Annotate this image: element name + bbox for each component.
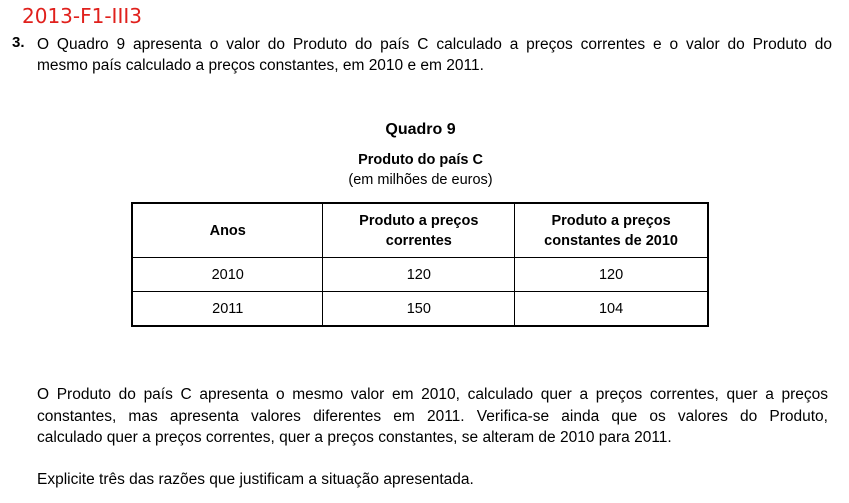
cell-year: 2010: [132, 258, 323, 292]
header-current-prices: [323, 203, 515, 258]
cell-constant: 104: [515, 292, 708, 327]
header-current-line2: correntes: [385, 232, 452, 249]
header-constant-line1: Produto a preços: [551, 212, 671, 229]
question-text: [37, 34, 832, 76]
table-row: [132, 292, 708, 327]
task-instruction: Explicite três das razões que justificam a situação apresentada.: [37, 471, 474, 488]
paragraph-line: constantes, mas apresenta valores diferentes em 2011. Verifica-se ainda que os valores do Produto,: [37, 407, 828, 425]
cell-constant: 120: [515, 258, 708, 292]
table-units: (em milhões de euros): [348, 172, 493, 188]
paragraph-line: O Produto do país C apresenta o mesmo valor em 2010, calculado quer a preços correntes, quer a preços: [37, 386, 828, 403]
question-text-line: O Quadro 9 apresenta o valor do Produto do país C calculado a preços correntes e o valor do Produto do: [37, 36, 832, 53]
cell-year: 2011: [132, 292, 323, 327]
header-years: [132, 203, 323, 258]
cell-current: 120: [323, 258, 515, 292]
table-subtitle: Produto do país C: [358, 152, 483, 168]
header-current-line1: Produto a preços: [359, 212, 479, 229]
question-text-line: mesmo país calculado a preços constantes, em 2010 e em 2011.: [37, 57, 484, 74]
table-row: [132, 258, 708, 292]
paragraph-line: calculado quer a preços correntes, quer a preços constantes, se alteram de 2010 para 2011.: [37, 429, 672, 446]
question-number: 3.: [12, 34, 25, 51]
header-constant-line2: constantes de 2010: [544, 232, 678, 249]
table-header-row: [132, 203, 708, 258]
exam-reference-tag: 2013-F1-III3: [22, 4, 142, 28]
header-constant-prices: [515, 203, 708, 258]
explanation-paragraph: [37, 384, 828, 449]
table-title: Quadro 9: [385, 121, 456, 138]
cell-current: 150: [323, 292, 515, 327]
header-years-label: Anos: [209, 222, 246, 239]
product-table: [131, 202, 709, 327]
